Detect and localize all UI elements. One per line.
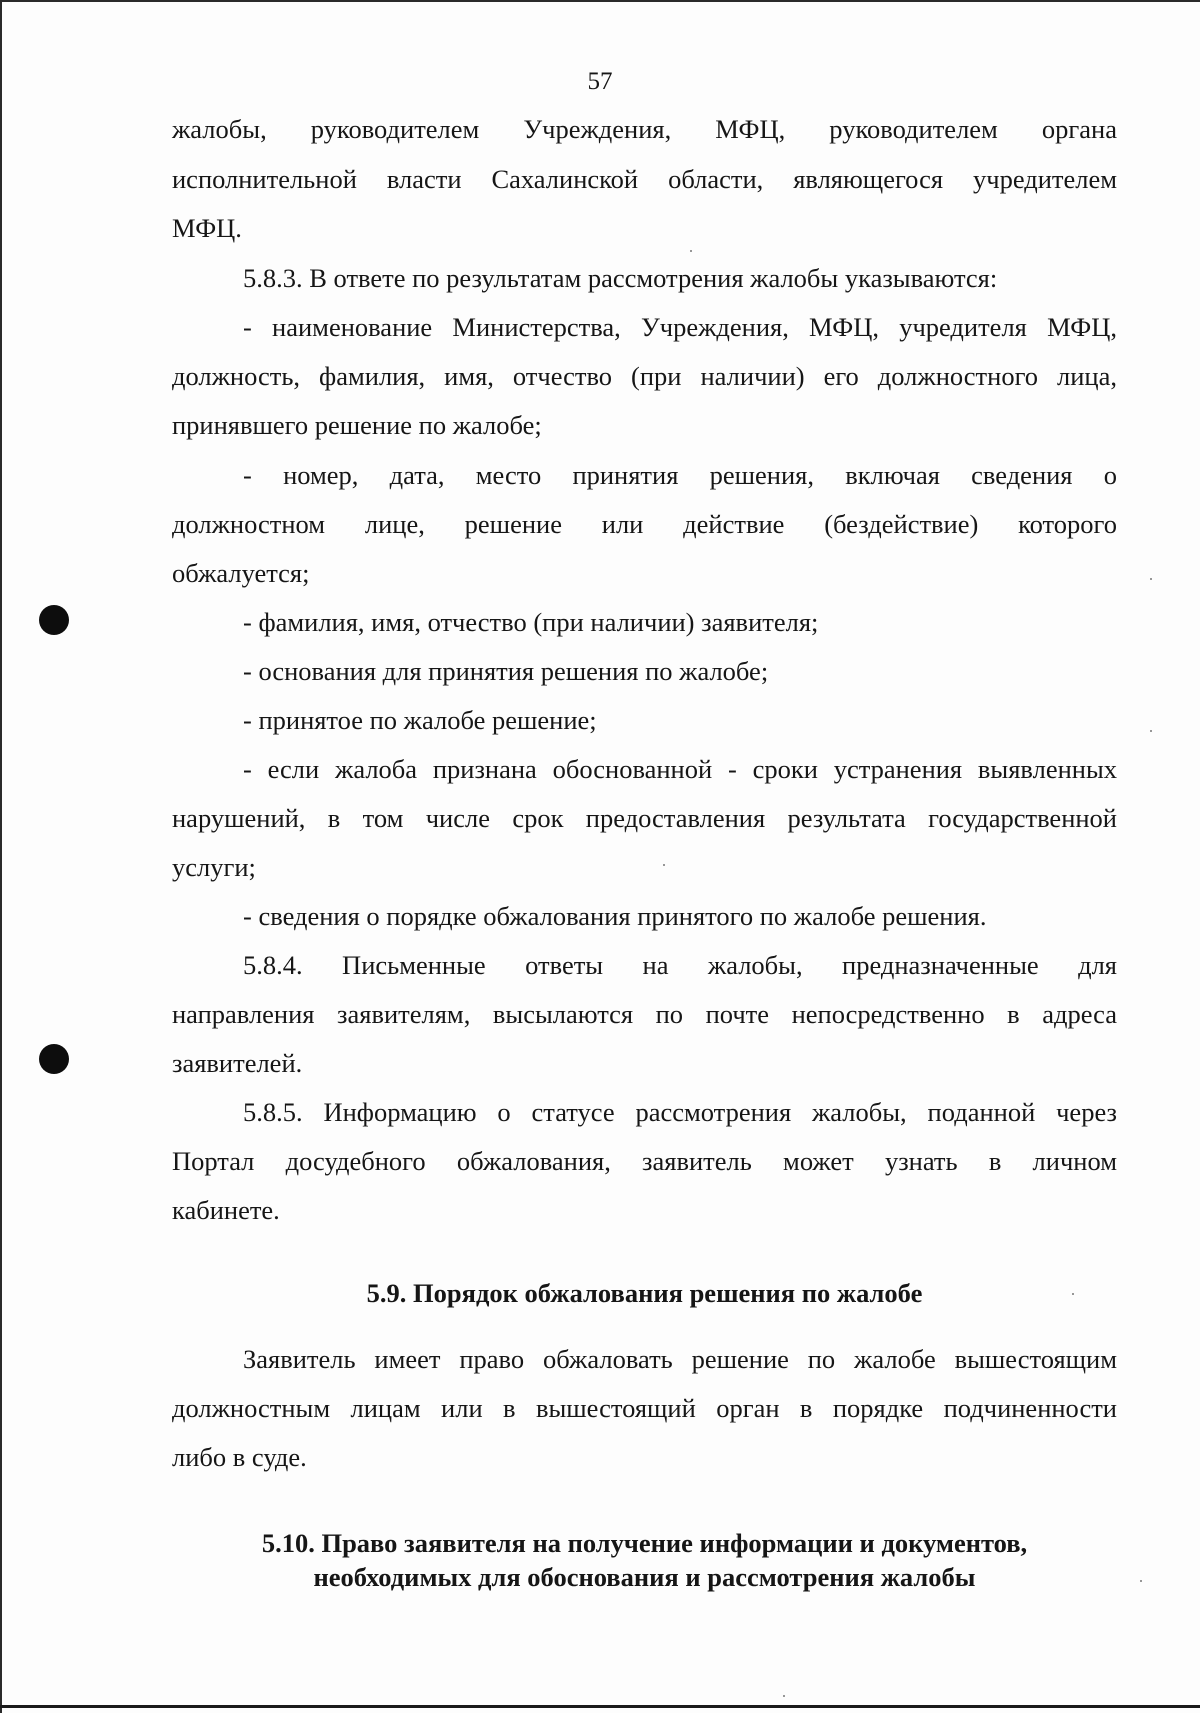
scan-speck — [663, 864, 665, 866]
scan-speck — [1140, 1580, 1142, 1582]
scan-speck — [1150, 730, 1152, 732]
punch-hole-mark — [39, 605, 69, 635]
text-line: Заявитель имеет право обжаловать решение по жалобе вышестоящим — [243, 1344, 1117, 1374]
text-line: 5.8.5. Информацию о статусе рассмотрения жалобы, поданной через — [243, 1097, 1117, 1127]
text-line: - наименование Министерства, Учреждения, МФЦ, учредителя МФЦ, — [243, 312, 1117, 342]
text-line: - сведения о порядке обжалования принятого по жалобе решения. — [243, 901, 987, 931]
text-line: - фамилия, имя, отчество (при наличии) заявителя; — [243, 607, 819, 637]
text-line: - основания для принятия решения по жалобе; — [243, 656, 769, 686]
scan-edge-top — [0, 0, 1200, 2]
scan-speck — [1072, 1293, 1074, 1295]
text-line: исполнительной власти Сахалинской области, являющегося учредителем — [172, 164, 1117, 194]
text-line: должностным лицам или в вышестоящий орган в порядке подчиненности — [172, 1393, 1117, 1423]
text-line: услуги; — [172, 852, 256, 882]
text-line: - номер, дата, место принятия решения, включая сведения о — [243, 460, 1117, 490]
text-line: 5.8.4. Письменные ответы на жалобы, предназначенные для — [243, 950, 1117, 980]
text-line: должность, фамилия, имя, отчество (при наличии) его должностного лица, — [172, 361, 1117, 391]
text-line: направления заявителям, высылаются по почте непосредственно в адреса — [172, 999, 1117, 1029]
punch-hole-mark — [39, 1044, 69, 1074]
scan-speck — [783, 1695, 785, 1697]
scan-edge-left — [0, 0, 2, 1713]
section-heading: 5.9. Порядок обжалования решения по жалобе — [366, 1278, 923, 1308]
text-line: - принятое по жалобе решение; — [243, 705, 597, 735]
section-heading: необходимых для обоснования и рассмотрения жалобы — [313, 1562, 976, 1592]
text-line: 5.8.3. В ответе по результатам рассмотрения жалобы указываются: — [243, 263, 998, 293]
text-line: жалобы, руководителем Учреждения, МФЦ, руководителем органа — [172, 114, 1117, 144]
text-line: нарушений, в том числе срок предоставления результата государственной — [172, 803, 1117, 833]
text-line: - если жалоба признана обоснованной - сроки устранения выявленных — [243, 754, 1117, 784]
text-line: принявшего решение по жалобе; — [172, 410, 542, 440]
text-line: должностном лице, решение или действие (бездействие) которого — [172, 509, 1117, 539]
section-heading: 5.10. Право заявителя на получение информации и документов, — [261, 1528, 1028, 1558]
text-line: обжалуется; — [172, 558, 310, 588]
scan-edge-bottom — [0, 1705, 1200, 1708]
text-line: Портал досудебного обжалования, заявитель может узнать в личном — [172, 1146, 1117, 1176]
text-line: МФЦ. — [172, 213, 242, 243]
text-line: кабинете. — [172, 1195, 280, 1225]
scan-speck — [1150, 578, 1152, 580]
page-number: 57 — [587, 68, 613, 95]
text-line: либо в суде. — [172, 1442, 307, 1472]
scan-speck — [690, 250, 692, 252]
text-line: заявителей. — [172, 1048, 303, 1078]
